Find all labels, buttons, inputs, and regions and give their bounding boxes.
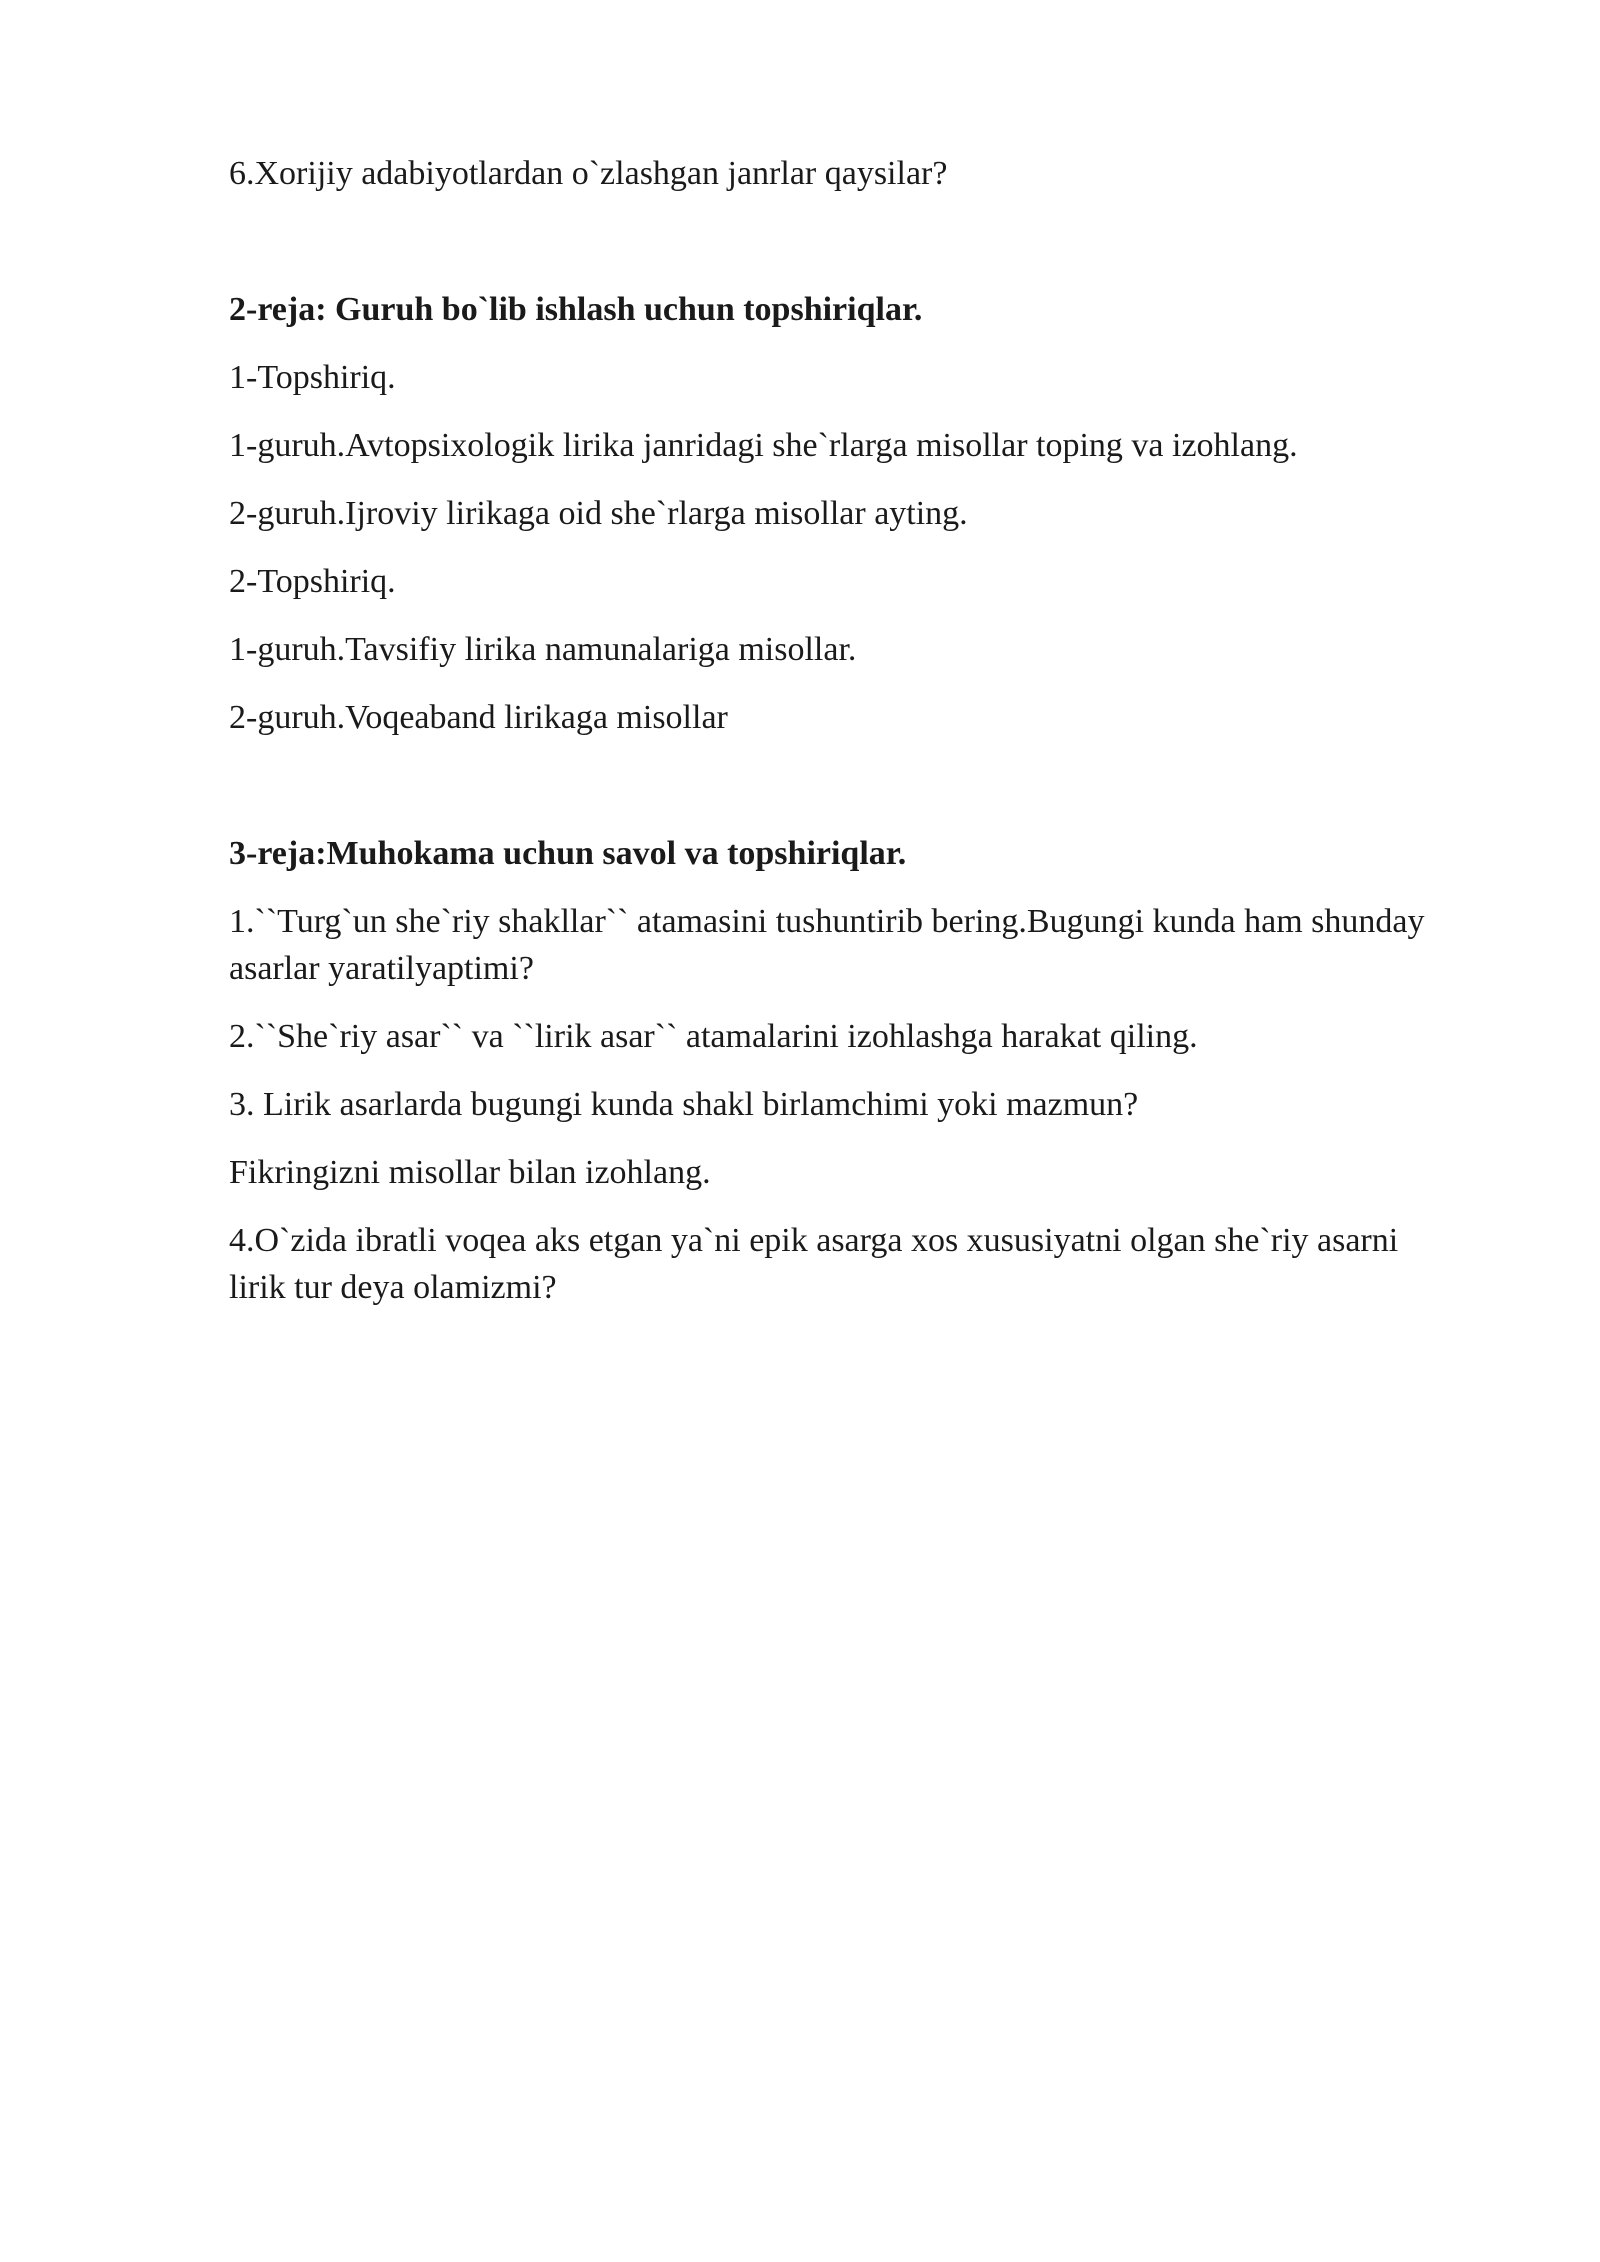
section-3-heading: 3-reja:Muhokama uchun savol va topshiriqlar. [229,835,907,872]
discussion-question-4: 4.O`zida ibratli voqea aks etgan ya`ni epik asarga xos xususiyatni olgan she`riy asarni lirik tur deya olamizmi? [229,1222,1399,1306]
section-2-heading: 2-reja: Guruh bo`lib ishlash uchun topshiriqlar. [229,291,923,328]
discussion-question-3-followup: Fikringizni misollar bilan izohlang. [229,1154,711,1191]
discussion-question-1: 1.``Turg`un she`riy shakllar`` atamasini tushuntirib bering.Bugungi kunda ham shunday asarlar yaratilyaptimi? [229,903,1425,987]
section-gap [229,762,1439,830]
discussion-question-3: 3. Lirik asarlarda bugungi kunda shakl birlamchimi yoki mazmun? [229,1086,1139,1123]
document-body [229,150,1439,1332]
question-6: 6.Xorijiy adabiyotlardan o`zlashgan janrlar qaysilar? [229,155,948,192]
discussion-question-2: 2.``She`riy asar`` va ``lirik asar`` atamalarini izohlashga harakat qiling. [229,1018,1198,1055]
task-2-group-2: 2-guruh.Voqeaband lirikaga misollar [229,699,728,736]
task-2-title: 2-Topshiriq. [229,563,396,600]
task-2-group-1: 1-guruh.Tavsifiy lirika namunalariga misollar. [229,631,857,668]
section-gap [229,218,1439,286]
task-1-group-2: 2-guruh.Ijroviy lirikaga oid she`rlarga misollar ayting. [229,495,968,532]
task-1-group-1: 1-guruh.Avtopsixologik lirika janridagi she`rlarga misollar toping va izohlang. [229,427,1298,464]
task-1-title: 1-Topshiriq. [229,359,396,396]
